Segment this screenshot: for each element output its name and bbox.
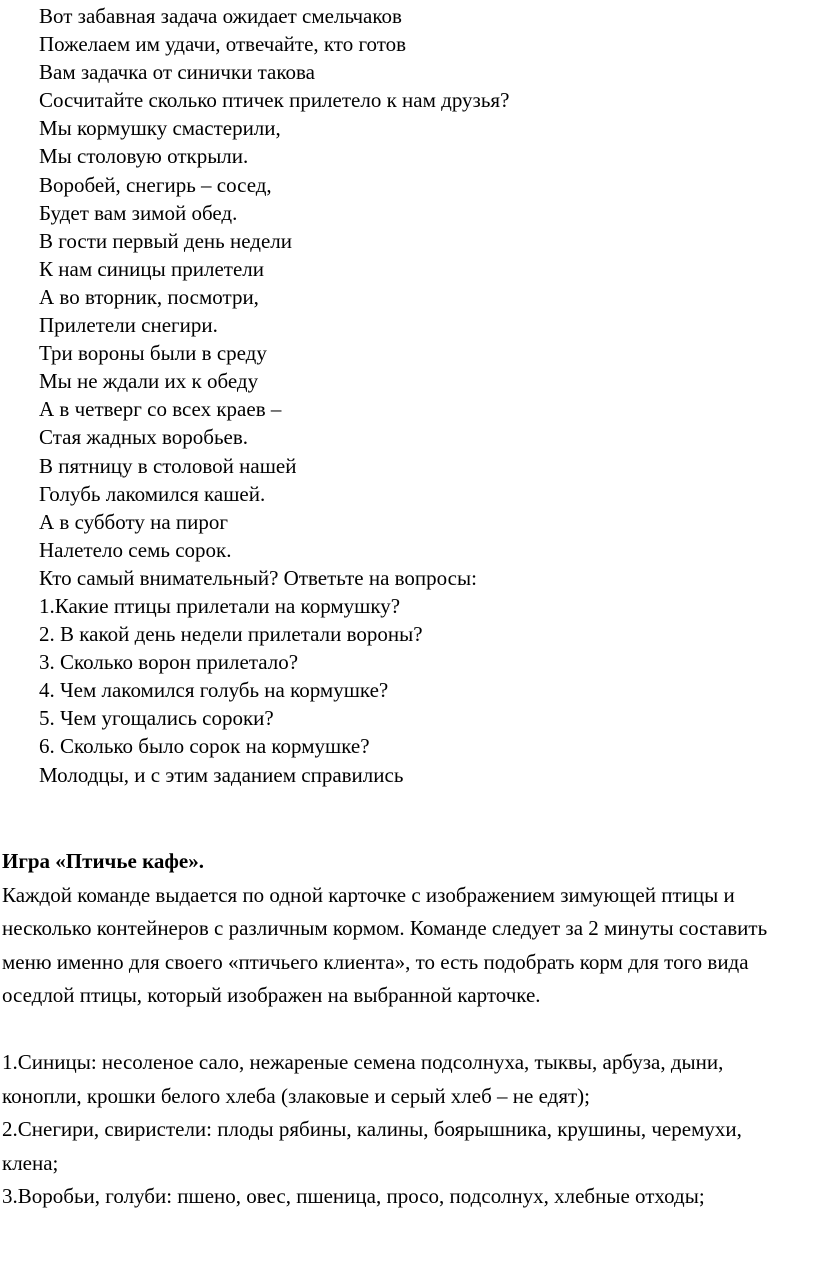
- game-description: Каждой команде выдается по одной карточке с изображением зимующей птицы и несколько контейнеров с различным кормом. Команде следует за 2 минуты составить меню именно для своего «птичьего клиента», то есть подобрать корм для того вида оседлой птицы, который изображен на выбранной карточке.: [2, 882, 768, 1007]
- poem-line: К нам синицы прилетели: [39, 256, 264, 281]
- question-item: 6. Сколько было сорок на кормушке?: [39, 734, 370, 759]
- poem-line: Воробей, снегирь – сосед,: [39, 172, 272, 197]
- poem-line: Мы столовую открыли.: [39, 144, 249, 169]
- game-title: Игра «Птичье кафе».: [2, 849, 204, 873]
- riddle-poem: [39, 2, 799, 789]
- question-item: 3. Сколько ворон прилетало?: [39, 650, 299, 675]
- question-item: 5. Чем угощались сороки?: [39, 706, 274, 731]
- poem-line: Стая жадных воробьев.: [39, 425, 249, 450]
- question-item: 2. В какой день недели прилетали вороны?: [39, 622, 423, 647]
- poem-line: Голубь лакомился кашей.: [39, 481, 266, 506]
- poem-line: А во вторник, посмотри,: [39, 284, 259, 309]
- poem-line: А в субботу на пирог: [39, 509, 228, 534]
- poem-line: Три вороны были в среду: [39, 341, 267, 366]
- menu-item-bullfinches: 2.Снегири, свиристели: плоды рябины, калины, боярышника, крушины, черемухи, клена;: [2, 1117, 742, 1175]
- poem-line: Налетело семь сорок.: [39, 537, 232, 562]
- question-prompt: Кто самый внимательный? Ответьте на вопросы:: [39, 565, 477, 590]
- poem-line: Вам задачка от синички такова: [39, 60, 315, 85]
- paragraph-gap: [2, 1013, 802, 1047]
- poem-line: Мы кормушку смастерили,: [39, 116, 281, 141]
- game-section: [2, 845, 802, 1214]
- menu-item-tits: 1.Синицы: несоленое сало, нежареные семена подсолнуха, тыквы, арбуза, дыни, конопли, крошки белого хлеба (злаковые и серый хлеб – не едят);: [2, 1050, 724, 1108]
- poem-line: Сосчитайте сколько птичек прилетело к нам друзья?: [39, 88, 510, 113]
- poem-line: Пожелаем им удачи, отвечайте, кто готов: [39, 32, 407, 57]
- closing-line: Молодцы, и с этим заданием справились: [39, 762, 404, 787]
- poem-line: В пятницу в столовой нашей: [39, 453, 297, 478]
- poem-line: А в четверг со всех краев –: [39, 397, 282, 422]
- question-item: 1.Какие птицы прилетали на кормушку?: [39, 593, 401, 618]
- poem-line: Будет вам зимой обед.: [39, 200, 238, 225]
- question-item: 4. Чем лакомился голубь на кормушке?: [39, 678, 389, 703]
- menu-item-sparrows: 3.Воробьи, голуби: пшено, овес, пшеница, просо, подсолнух, хлебные отходы;: [2, 1184, 705, 1208]
- poem-line: Прилетели снегири.: [39, 313, 218, 338]
- poem-line: Мы не ждали их к обеду: [39, 369, 259, 394]
- poem-line: Вот забавная задача ожидает смельчаков: [39, 4, 402, 28]
- poem-line: В гости первый день недели: [39, 228, 293, 253]
